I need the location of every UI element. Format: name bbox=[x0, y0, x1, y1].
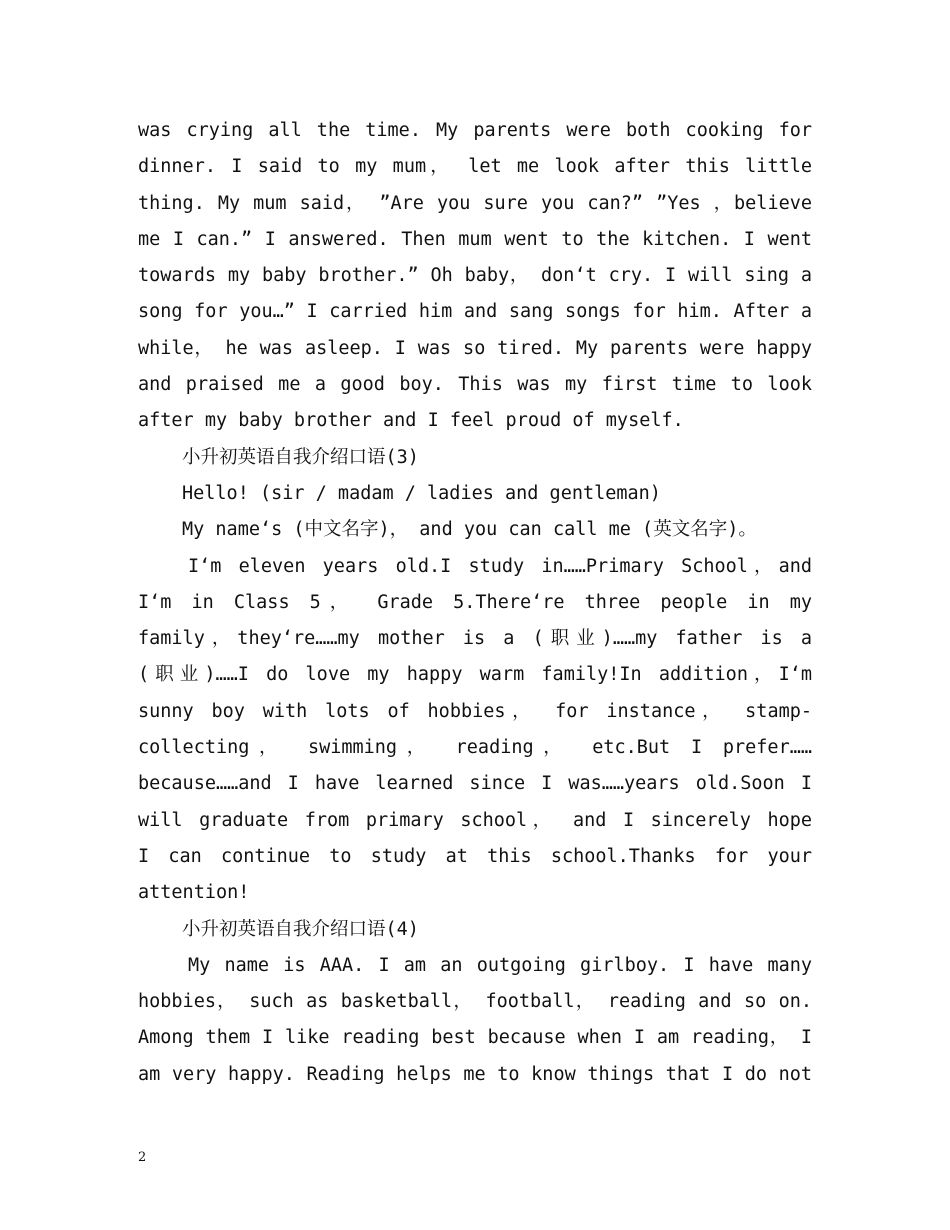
text-line: and praised me a good boy. This was my first time to look bbox=[138, 374, 812, 396]
text-line: I can continue to study at this school.Thanks for your bbox=[138, 845, 812, 867]
text-line: towards my baby brother.” Oh baby， don‘t cry. I will sing a bbox=[138, 265, 812, 287]
text-line: dinner. I said to my mum， let me look after this little bbox=[138, 156, 812, 178]
text-line: Hello! (sir / madam / ladies and gentleman) bbox=[182, 482, 661, 504]
text-line: My name‘s (中文名字)， and you can call me (英文名字)。 bbox=[182, 519, 757, 541]
section-heading: 小升初英语自我介绍口语(4) bbox=[182, 918, 419, 940]
text-line: collecting， swimming， reading， etc.But I prefer…… bbox=[138, 737, 812, 759]
text-line: thing. My mum said， ”Are you sure you can?” ”Yes ，believe bbox=[138, 192, 812, 214]
text-line: while， he was asleep. I was so tired. My parents were happy bbox=[138, 337, 812, 359]
text-line: sunny boy with lots of hobbies， for instance， stamp- bbox=[138, 700, 812, 722]
text-line: because……and I have learned since I was……years old.Soon I bbox=[138, 773, 812, 795]
text-line: (职业)……I do love my happy warm family!In addition，I‘m bbox=[138, 664, 812, 686]
text-line: Among them I like reading best because when I am reading， I bbox=[138, 1027, 812, 1049]
text-line: hobbies， such as basketball， football， reading and so on. bbox=[138, 991, 812, 1013]
text-line: I‘m eleven years old.I study in……Primary School，and bbox=[188, 555, 812, 577]
text-line: My name is AAA. I am an outgoing girlboy. I have many bbox=[188, 954, 812, 976]
text-line: me I can.” I answered. Then mum went to the kitchen. I went bbox=[138, 228, 812, 250]
text-line: song for you…” I carried him and sang songs for him. After a bbox=[138, 301, 812, 323]
text-line: family，they‘re……my mother is a (职业)……my father is a bbox=[138, 628, 812, 650]
text-line: was crying all the time. My parents were both cooking for bbox=[138, 120, 812, 141]
text-line: am very happy. Reading helps me to know things that I do not bbox=[138, 1063, 812, 1085]
page-number: 2 bbox=[138, 1150, 147, 1165]
text-line: after my baby brother and I feel proud of myself. bbox=[138, 410, 684, 432]
text-line: I‘m in Class 5， Grade 5.There‘re three people in my bbox=[138, 591, 812, 613]
text-line: attention! bbox=[138, 882, 250, 904]
text-line: will graduate from primary school， and I sincerely hope bbox=[138, 809, 812, 831]
document-body bbox=[138, 113, 812, 1093]
section-heading: 小升初英语自我介绍口语(3) bbox=[182, 446, 419, 468]
